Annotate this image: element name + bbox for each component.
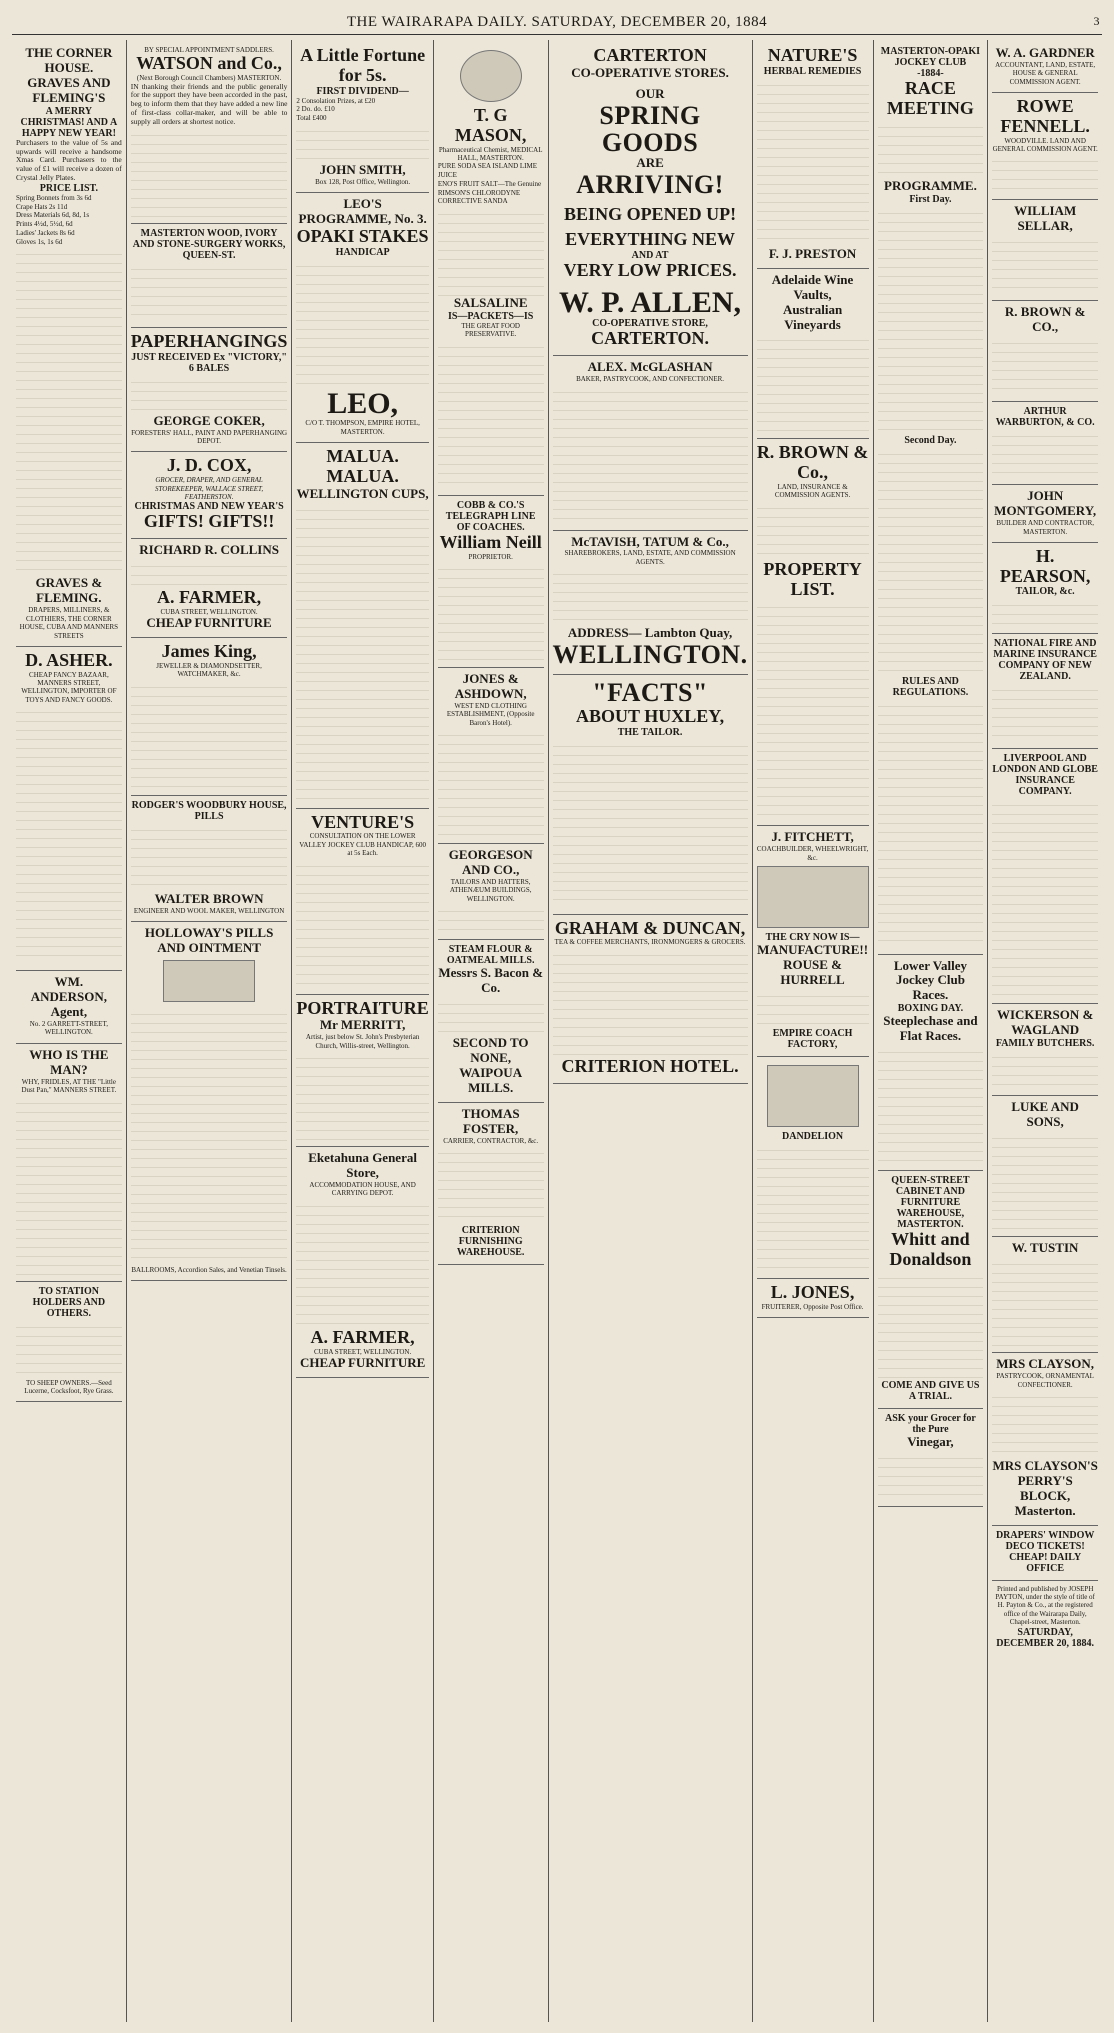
- wickerson-title: WICKERSON & WAGLAND: [996, 1007, 1094, 1038]
- text-filler: [757, 988, 869, 1028]
- text-filler: [296, 258, 428, 388]
- text-filler: [878, 446, 984, 676]
- foster-ad: [438, 1103, 544, 1265]
- text-filler: [553, 384, 748, 524]
- rbrown-ad: [757, 439, 869, 826]
- text-filler: [438, 1145, 544, 1225]
- dandelion-title: DANDELION: [782, 1130, 844, 1142]
- salsaline-title: SALSALINE: [453, 295, 528, 311]
- graham-title: GRAHAM & DUNCAN,: [554, 917, 746, 938]
- smith-sub: Box 128, Post Office, Wellington.: [315, 177, 411, 186]
- wickerson-ad: [992, 1004, 1098, 1096]
- text-filler: [553, 566, 748, 626]
- text-filler: [878, 205, 984, 435]
- adelaide-title: Adelaide Wine Vaults,: [771, 271, 854, 302]
- cry-now: THE CRY NOW IS—: [765, 932, 860, 944]
- price-item: Crape Hats 2s 11d: [16, 202, 68, 211]
- vinegar-ad: [878, 1409, 984, 1507]
- clayson-sub: PASTRYCOOK, ORNAMENTAL CONFECTIONER.: [996, 1372, 1094, 1389]
- rouse-title: ROUSE & HURRELL: [780, 957, 845, 988]
- column-5: [549, 40, 753, 2022]
- wcups-title: WELLINGTON CUPS,: [296, 485, 429, 501]
- facts-title: "FACTS": [592, 678, 708, 708]
- text-filler: [992, 797, 1098, 997]
- mason-items: [438, 162, 544, 206]
- second-day: Second Day.: [904, 434, 957, 446]
- price-list: [16, 194, 122, 247]
- national-title: NATIONAL FIRE AND MARINE INSURANCE COMPANY OF NEW ZEALAND.: [993, 638, 1097, 683]
- brown-title: WALTER BROWN: [154, 890, 264, 906]
- gifts-title: GIFTS! GIFTS!!: [143, 511, 275, 532]
- text-filler: [992, 1049, 1098, 1089]
- huxley-title: ABOUT HUXLEY,: [576, 705, 725, 726]
- corner-house-ad: [16, 42, 122, 647]
- ljones-ad: [757, 1279, 869, 1318]
- watson-title: WATSON and Co.,: [136, 53, 282, 74]
- column-4: [434, 40, 549, 2022]
- neill-title: William Neill: [439, 531, 542, 552]
- clayson2-title: MRS CLAYSON'S PERRY'S BLOCK, Masterton.: [992, 1457, 1098, 1518]
- watson-ad: [131, 42, 288, 224]
- text-filler: [296, 123, 428, 163]
- eketahuna-ad: [296, 1147, 428, 1378]
- tustin-title: W. TUSTIN: [1011, 1240, 1079, 1256]
- warburton-ad: [992, 402, 1098, 485]
- spring-goods: SPRING GOODS: [599, 100, 701, 157]
- text-filler: [757, 599, 869, 819]
- ljones-sub: FRUITERER, Opposite Post Office.: [761, 1302, 864, 1311]
- coker-title: GEORGE COKER,: [153, 412, 265, 428]
- wellington-title: WELLINGTON.: [552, 640, 748, 670]
- farmer2-sub: CUBA STREET, WELLINGTON.: [314, 1347, 412, 1356]
- paperhangings-ad: [131, 328, 288, 453]
- race-meeting-title: RACE MEETING: [886, 78, 974, 118]
- holloway-title: HOLLOWAY'S PILLS AND OINTMENT: [144, 925, 274, 955]
- manufacture: MANUFACTURE!!: [757, 942, 869, 958]
- allen-sub: CO-OPERATIVE STORE,: [592, 318, 708, 330]
- huxley-sub: THE TAILOR.: [617, 726, 683, 738]
- text-filler: [992, 1389, 1098, 1459]
- dividend-title: FIRST DIVIDEND—: [316, 85, 409, 97]
- columns: [12, 40, 1102, 2022]
- holders-title: TO STATION HOLDERS AND OTHERS.: [32, 1285, 106, 1319]
- rbrown-sub: LAND, INSURANCE & COMMISSION AGENTS.: [774, 483, 851, 500]
- everything-new: EVERYTHING NEW: [565, 229, 735, 250]
- station-holders-ad: [16, 1282, 122, 1403]
- text-filler: [296, 858, 428, 988]
- gifts-sub: CHRISTMAS AND NEW YEAR'S: [134, 501, 284, 513]
- lower-valley-ad: [878, 955, 984, 1172]
- text-filler: [992, 682, 1098, 742]
- fitchett-sub: COACHBUILDER, WHEELWRIGHT, &c.: [756, 845, 869, 862]
- text-filler: [438, 561, 544, 661]
- intro-text: Purchasers to the value of 5s and upwards will receive a handsome Xmas Card. Purchasers to the value of £1 will receive a dozen of Crystal Jelly Plates.: [16, 137, 122, 183]
- cox-title: J. D. COX,: [166, 455, 252, 476]
- column-2: [127, 40, 293, 2022]
- rbrown2-title: R. BROWN & CO.,: [1004, 304, 1086, 335]
- cheap-furniture: CHEAP FURNITURE: [146, 615, 272, 631]
- natures-ad: [757, 42, 869, 269]
- anderson-ad: [16, 971, 122, 1044]
- price-item: Ladies' Jackets 8s 6d: [16, 228, 75, 237]
- column-7: [874, 40, 989, 2022]
- text-filler: [992, 597, 1098, 627]
- holloway-ad: [131, 922, 288, 1281]
- xmas-notice: A MERRY CHRISTMAS! AND A HAPPY NEW YEAR!: [20, 105, 118, 139]
- text-filler: [992, 1256, 1098, 1346]
- pearson-sub: TAILOR, &c.: [1015, 586, 1075, 598]
- prize-item: 2 Consolation Prizes, at £20: [296, 96, 376, 105]
- rules-title: RULES AND REGULATIONS.: [892, 675, 969, 698]
- criterion-warehouse: CRITERION FURNISHING WAREHOUSE.: [456, 1225, 525, 1259]
- herbal-title: HERBAL REMEDIES: [763, 65, 862, 77]
- man-title: WHO IS THE MAN?: [29, 1046, 109, 1077]
- masthead-rule: [12, 34, 1102, 35]
- rodgers-title: RODGER'S WOODBURY HOUSE, PILLS: [131, 799, 287, 822]
- text-filler: [438, 727, 544, 837]
- arriving: ARRIVING!: [576, 170, 724, 200]
- text-filler: [757, 1142, 869, 1272]
- georgeson-title: GEORGESON AND CO.,: [448, 847, 533, 878]
- imprint-text: Printed and published by JOSEPH PAYTON, under the style of title of H. Payton & Co., at the registered office of the Wairarapa Daily, Chapel-street, Masterton.: [995, 1584, 1095, 1627]
- collins-title: RICHARD R. COLLINS: [139, 542, 279, 558]
- text-filler: [553, 947, 748, 1057]
- vineyards-title: Australian Vineyards: [782, 301, 843, 332]
- very-low-prices: VERY LOW PRICES.: [563, 260, 737, 281]
- waipoua-mills: WAIPOUA MILLS.: [459, 1064, 523, 1095]
- rodgers-ad: [131, 796, 288, 922]
- text-filler: [757, 77, 869, 247]
- mason-item: CORRECTIVE SANDA: [437, 197, 508, 206]
- and-at: AND AT: [631, 250, 669, 262]
- mason-title: T. G MASON,: [454, 105, 527, 145]
- jones-sub: WEST END CLOTHING ESTABLISHMENT, (Opposite Baron's Hotel).: [446, 701, 535, 727]
- montgomery-sub: BUILDER AND CONTRACTOR, MASTERTON.: [996, 519, 1094, 536]
- empire-title: EMPIRE COACH FACTORY,: [772, 1027, 853, 1050]
- cox-ad: [131, 452, 288, 539]
- leo-ad: [296, 193, 428, 443]
- text-filler: [16, 1095, 122, 1275]
- rowe-ad: [992, 93, 1098, 200]
- text-filler: [131, 822, 288, 892]
- race-meeting-ad: [878, 42, 984, 955]
- dandelion-ad: [757, 1057, 869, 1279]
- fortune-title: A Little Fortune for 5s.: [300, 45, 426, 85]
- mctavish-ad: [553, 531, 748, 676]
- allen-title: W. P. ALLEN,: [559, 285, 742, 319]
- fitchett-ad: [757, 826, 869, 1057]
- asher-title: D. ASHER.: [25, 649, 113, 670]
- wood-works-ad: [131, 224, 288, 328]
- paper-title: PAPERHANGINGS: [130, 330, 288, 351]
- price-item: Gloves 1s, 1s 6d: [16, 237, 63, 246]
- jones-title: JONES & ASHDOWN,: [454, 671, 527, 701]
- cox-sub: GROCER, DRAPER, AND GENERAL STOREKEEPER, WALLACE STREET, FEATHERSTON.: [155, 476, 264, 501]
- column-8: [988, 40, 1102, 2022]
- come-trial: COME AND GIVE US A TRIAL.: [881, 1379, 980, 1402]
- clayson-ad: [992, 1353, 1098, 1525]
- anderson-title: WM. ANDERSON, Agent,: [30, 974, 107, 1020]
- foster-title: THOMAS FOSTER,: [461, 1105, 520, 1136]
- asher-ad: [16, 647, 122, 971]
- watson-body: IN thanking their friends and the public generally for the support they have been accorded in the past, beg to inform them that they have added a new line of first-class collar-maker, and will be able to supply all orders at shortest notice.: [130, 81, 288, 126]
- text-filler: [878, 698, 984, 948]
- huxley-ad: [553, 675, 748, 914]
- drapers-ad: [992, 1526, 1098, 1581]
- cobb-title: COBB & CO.'S TELEGRAPH LINE OF COACHES.: [445, 499, 536, 533]
- king-ad: [131, 638, 288, 796]
- prize-item: 2 Do. do. £10: [296, 105, 335, 114]
- text-filler: [131, 374, 288, 414]
- first-day: First Day.: [909, 193, 952, 205]
- text-filler: [992, 428, 1098, 478]
- coop-title: CO-OPERATIVE STORES.: [571, 64, 729, 80]
- malua-title: MALUA. MALUA.: [326, 446, 399, 486]
- salsaline-tag: THE GREAT FOOD PRESERVATIVE.: [461, 322, 520, 339]
- neill-sub: PROPRIETOR.: [468, 552, 513, 561]
- holloway-emblem: [163, 960, 255, 1002]
- luke-title: LUKE AND SONS,: [1011, 1099, 1079, 1130]
- rowe-sub: WOODVILLE. LAND AND GENERAL COMMISSION AGENT.: [992, 136, 1098, 154]
- mcglashan-ad: [553, 356, 748, 530]
- prize-total: Total £400: [296, 114, 327, 123]
- text-filler: [131, 1006, 288, 1266]
- venture-ad: [296, 809, 428, 995]
- fitchett-title: J. FITCHETT,: [771, 829, 854, 845]
- mason-sub: Pharmaceutical Chemist, MEDICAL HALL, MASTERTON.: [438, 145, 543, 162]
- paper-sub: JUST RECEIVED Ex "VICTORY," 6 BALES: [131, 351, 287, 374]
- our-label: OUR: [635, 85, 665, 101]
- carterton-ad: [553, 42, 748, 356]
- collins-ad: [131, 539, 288, 638]
- queen-st-title: QUEEN-STREET CABINET AND FURNITURE WAREHOUSE, MASTERTON.: [891, 1175, 970, 1231]
- text-filler: [757, 500, 869, 560]
- wood-title: MASTERTON WOOD, IVORY AND STONE-SURGERY WORKS, QUEEN-ST.: [132, 227, 286, 261]
- eketahuna-title: Eketahuna General Store,: [308, 1150, 417, 1181]
- salsaline-sub: IS—PACKETS—IS: [447, 311, 534, 323]
- page-number: 3: [1093, 14, 1100, 28]
- text-filler: [757, 332, 869, 432]
- are-label: ARE: [636, 155, 664, 171]
- whitt-title: Whitt and Donaldson: [889, 1229, 972, 1270]
- clayson-title: MRS CLAYSON,: [996, 1356, 1095, 1372]
- rbrown-title: R. BROWN & Co.,: [756, 442, 869, 483]
- text-filler: [878, 119, 984, 179]
- imprint-date: SATURDAY, DECEMBER 20, 1884.: [996, 1626, 1095, 1649]
- liverpool-title: LIVERPOOL AND LONDON AND GLOBE INSURANCE COMPANY.: [992, 753, 1098, 798]
- leo-big: LEO,: [327, 386, 399, 420]
- pearson-ad: [992, 543, 1098, 635]
- text-filler: [16, 1319, 122, 1379]
- luke-ad: [992, 1096, 1098, 1237]
- montgomery-ad: [992, 485, 1098, 543]
- prize-list: [296, 97, 428, 123]
- carterton-title: CARTERTON: [593, 45, 707, 65]
- watson-head: BY SPECIAL APPOINTMENT SADDLERS.: [144, 46, 274, 54]
- text-filler: [878, 1270, 984, 1380]
- text-filler: [878, 1450, 984, 1500]
- venture-sub: CONSULTATION ON THE LOWER VALLEY JOCKEY CLUB HANDICAP, 600 at 5s Each.: [299, 832, 426, 858]
- being-opened: BEING OPENED UP!: [564, 203, 737, 224]
- opaki-sub: HANDICAP: [335, 246, 390, 258]
- portrait-ad: [296, 995, 428, 1148]
- foster-sub: CARRIER, CONTRACTOR, &c.: [443, 1136, 539, 1145]
- sellar-ad: [992, 200, 1098, 301]
- pearson-title: H. PEARSON,: [999, 545, 1091, 586]
- king-sub: JEWELLER & DIAMONDSETTER, WATCHMAKER, &c.: [156, 661, 262, 679]
- opaki-title: OPAKI STAKES: [296, 226, 429, 247]
- fortune-ad: [296, 42, 428, 193]
- gardner-title: W. A. GARDNER: [995, 45, 1095, 60]
- tustin-ad: [992, 1237, 1098, 1353]
- rbrown2-ad: [992, 301, 1098, 402]
- column-1: [12, 40, 127, 2022]
- who-is-the-man-ad: [16, 1044, 122, 1282]
- jones-ashdown-ad: [438, 668, 544, 844]
- text-filler: [438, 903, 544, 933]
- merritt-sub: Artist, just below St. John's Presbyterian Church, Willis-street, Wellington.: [305, 1033, 420, 1050]
- price-item: Dress Materials 6d, 8d, 1s: [16, 211, 90, 220]
- text-filler: [131, 679, 288, 789]
- text-filler: [992, 1130, 1098, 1230]
- malua-ad: [296, 443, 428, 809]
- coker-sub: FORESTERS' HALL, PAINT AND PAPERHANGING DEPOT.: [131, 428, 288, 445]
- asher-sub: CHEAP FANCY BAZAAR, MANNERS STREET, WELLINGTON, IMPORTER OF TOYS AND FANCY GOODS.: [21, 670, 117, 704]
- text-filler: [553, 738, 748, 908]
- text-filler: [16, 704, 122, 964]
- mctavish-sub: SHAREBROKERS, LAND, ESTATE, AND COMMISSION AGENTS.: [564, 549, 736, 566]
- farmer2-title: A. FARMER,: [310, 1326, 415, 1347]
- mctavish-title: McTAVISH, TATUM & Co.,: [571, 533, 729, 549]
- price-item: Spring Bonnets from 3s 6d: [16, 193, 92, 202]
- georgeson-sub: TAILORS AND HATTERS, ATHENÆUM BUILDINGS, WELLINGTON.: [449, 877, 532, 903]
- text-filler: [296, 1050, 428, 1140]
- portrait-title: PORTRAITURE: [296, 997, 429, 1018]
- mason-emblem: [460, 50, 522, 102]
- man-sub: WHY, FRIDLES, AT THE "Little Dust Pan," MANNERS STREET.: [21, 1077, 117, 1095]
- drapers-title: DRAPERS' WINDOW DECO TICKETS! CHEAP! DAILY OFFICE: [995, 1529, 1095, 1574]
- anderson-sub: No. 2 GARRETT-STREET, WELLINGTON.: [29, 1020, 108, 1037]
- vinegar-title: Vinegar,: [907, 1433, 954, 1449]
- column-3: [292, 40, 433, 2022]
- farmer-title: A. FARMER,: [157, 587, 262, 608]
- boxing-day: BOXING DAY.: [897, 1003, 964, 1015]
- bacon-ad: [438, 940, 544, 1103]
- sellar-title: WILLIAM SELLAR,: [1014, 203, 1077, 234]
- property-title: PROPERTY LIST.: [763, 558, 862, 599]
- montgomery-title: JOHN MONTGOMERY,: [994, 488, 1097, 519]
- king-title: James King,: [161, 641, 257, 662]
- graves-fleming-sign: GRAVES & FLEMING.: [35, 575, 103, 606]
- graves-fleming-title: GRAVES AND FLEMING'S: [27, 74, 111, 105]
- masthead-title: THE WAIRARAPA DAILY. SATURDAY, DECEMBER 20, 1884: [346, 14, 768, 30]
- steeplechase: Steeplechase and Flat Races.: [883, 1013, 978, 1044]
- carriage-illustration: [757, 866, 869, 928]
- price-list-title: PRICE LIST.: [39, 182, 98, 194]
- graves-fleming-sub: DRAPERS, MILLINERS, & CLOTHIERS, THE CORNER HOUSE, CUBA AND MANNERS STREETS: [19, 606, 119, 640]
- mcglashan-sub: BAKER, PASTRYCOOK, AND CONFECTIONER.: [576, 375, 725, 384]
- smith-title: JOHN SMITH,: [319, 161, 406, 177]
- text-filler: [438, 206, 544, 296]
- text-filler: [438, 339, 544, 489]
- cobb-ad: [438, 496, 544, 668]
- text-filler: [992, 153, 1098, 193]
- text-filler: [296, 502, 428, 802]
- bacon-title: Messrs S. Bacon & Co.: [438, 965, 544, 996]
- text-filler: [438, 996, 544, 1036]
- text-filler: [131, 261, 288, 321]
- dandelion-emblem: [767, 1065, 859, 1127]
- wickerson-sub: FAMILY BUTCHERS.: [995, 1038, 1095, 1050]
- text-filler: [131, 558, 288, 588]
- national-ad: [992, 634, 1098, 749]
- column-6: [753, 40, 874, 2022]
- sheep-owners: TO SHEEP OWNERS.—Seed Lucerne, Cocksfoot, Rye Grass.: [24, 1378, 114, 1395]
- watson-sub: (Next Borough Council Chambers) MASTERTON.: [136, 74, 282, 83]
- masthead: [0, 14, 1114, 31]
- eketahuna-sub: ACCOMMODATION HOUSE, AND CARRYING DEPOT.: [309, 1181, 416, 1198]
- liverpool-ad: [992, 749, 1098, 1004]
- bacon-sub: STEAM FLOUR & OATMEAL MILLS.: [446, 944, 535, 967]
- georgeson-ad: [438, 844, 544, 940]
- farmer-sub: CUBA STREET, WELLINGTON.: [160, 607, 258, 616]
- text-filler: [992, 335, 1098, 395]
- leo-programme: LEO'S PROGRAMME, No. 3.: [298, 196, 427, 227]
- text-filler: [16, 246, 122, 576]
- club-title: MASTERTON-OPAKI JOCKEY CLUB: [880, 46, 981, 68]
- gardner-ad: [992, 42, 1098, 93]
- carterton2: CARTERTON.: [591, 328, 710, 349]
- imprint: [992, 1581, 1098, 1655]
- club-year: -1884-: [917, 68, 944, 79]
- criterion-hotel: CRITERION HOTEL.: [561, 1055, 739, 1076]
- warburton-title: ARTHUR WARBURTON, & CO.: [995, 406, 1095, 429]
- lower-valley-title: Lower Valley Jockey Club Races.: [893, 957, 967, 1003]
- mcglashan-title: ALEX. McGLASHAN: [587, 359, 713, 375]
- mason-item: ENO'S FRUIT SALT—The Genuine: [437, 179, 542, 188]
- cheap-furniture-2: CHEAP FURNITURE: [299, 1354, 426, 1370]
- second-none: SECOND TO NONE,: [452, 1035, 529, 1065]
- ljones-title: L. JONES,: [770, 1281, 855, 1302]
- preston-title: F. J. PRESTON: [768, 245, 857, 261]
- ballrooms: BALLROOMS, Accordion Sales, and Venetian Tinsels.: [131, 1265, 287, 1274]
- pure-title: ASK your Grocer for the Pure: [885, 1412, 976, 1435]
- natures-title: NATURE'S: [767, 45, 858, 65]
- mason-item: RIMSON'S CHLORODYNE: [437, 188, 521, 197]
- rowe-title: ROWE FENNELL.: [1000, 96, 1090, 136]
- text-filler: [131, 127, 288, 217]
- mason-ad: [438, 42, 544, 496]
- graham-ad: [553, 915, 748, 1084]
- price-item: Prints 4½d, 5½d, 6d: [16, 220, 73, 229]
- programme-title: PROGRAMME.: [884, 177, 977, 193]
- corner-house-title: THE CORNER HOUSE.: [25, 45, 113, 75]
- text-filler: [878, 1044, 984, 1164]
- text-filler: [992, 234, 1098, 294]
- gardner-sub: ACCOUNTANT, LAND, ESTATE, HOUSE & GENERAL COMMISSION AGENT.: [995, 60, 1096, 86]
- mason-item: PURE SODA SEA ISLAND LIME JUICE: [437, 162, 537, 180]
- graham-sub: TEA & COFFEE MERCHANTS, IRONMONGERS & GROCERS.: [554, 938, 746, 947]
- venture-title: VENTURE'S: [311, 811, 415, 832]
- merritt-title: Mr MERRITT,: [319, 1017, 406, 1033]
- brown-sub: ENGINEER AND WOOL MAKER, WELLINGTON: [133, 906, 285, 915]
- lambton-quay: ADDRESS— Lambton Quay,: [567, 625, 733, 641]
- text-filler: [296, 1198, 428, 1328]
- whitt-ad: [878, 1171, 984, 1409]
- leo-sub: C/O T. THOMPSON, EMPIRE HOTEL, MASTERTON.: [305, 419, 420, 436]
- adelaide-ad: [757, 269, 869, 440]
